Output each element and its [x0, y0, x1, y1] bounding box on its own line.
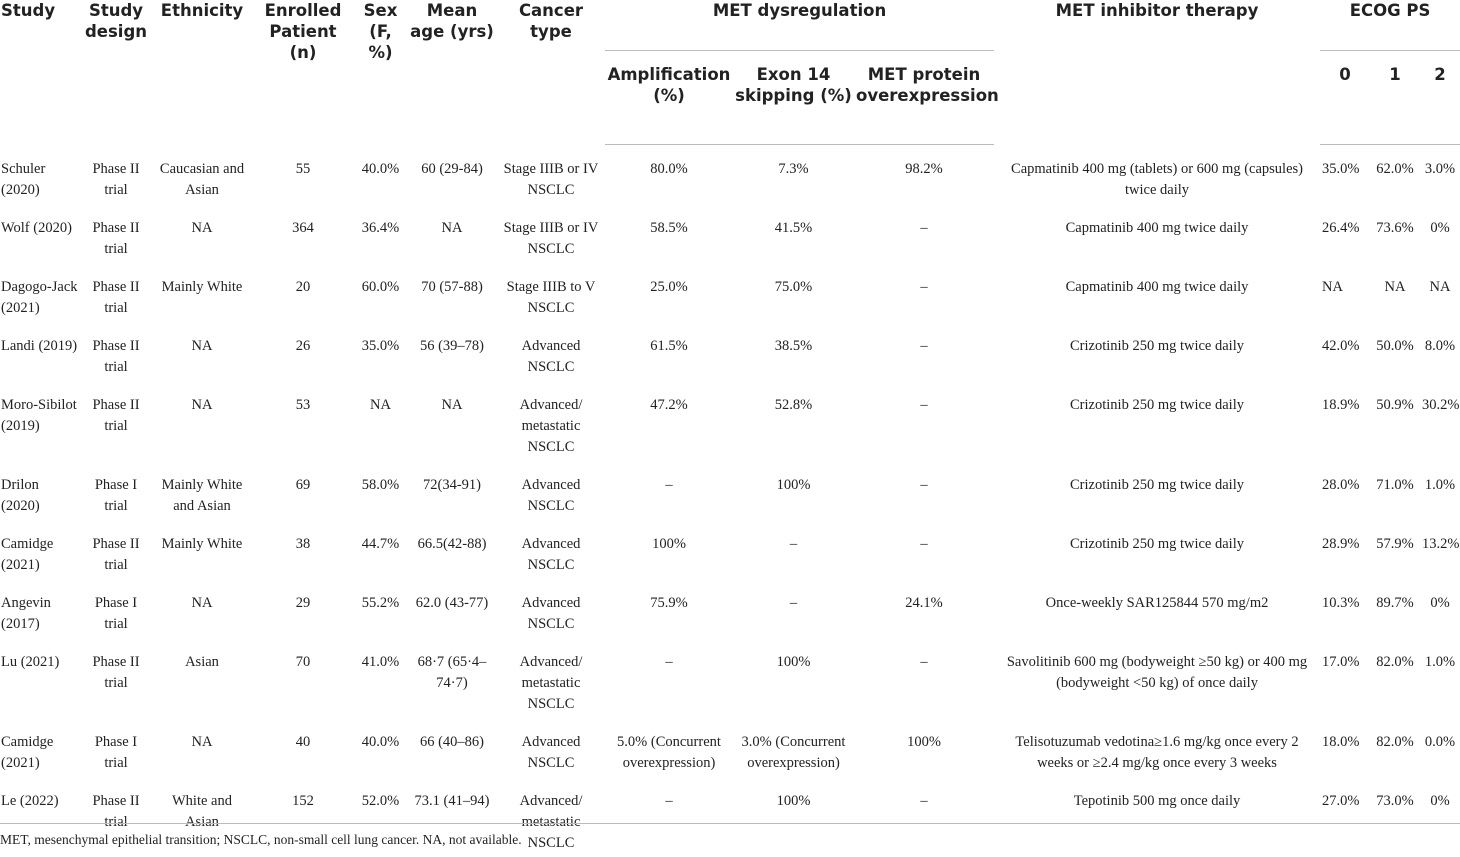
cell-enrolled: 38 — [295, 535, 311, 552]
cell-cancer-type: Stage IIIB or IV NSCLC — [503, 160, 599, 198]
header-ethnicity: Ethnicity — [160, 1, 244, 20]
cell-amplification: 75.9% — [650, 594, 688, 611]
cell-ethnicity: Mainly White — [161, 535, 243, 552]
cell-ecog-0: 17.0% — [1322, 653, 1360, 670]
cell-protein-overexpression: – — [920, 792, 928, 809]
cell-ecog-2: 30.2% — [1422, 396, 1460, 413]
header-enrolled: Enrolled Patient (n) — [264, 1, 342, 62]
table-row — [0, 579, 1460, 638]
cell-ecog-0: 10.3% — [1322, 594, 1360, 611]
cell-amplification: – — [665, 792, 673, 809]
cell-ethnicity: Mainly White — [161, 278, 243, 295]
cell-study-design: Phase II trial — [92, 219, 140, 257]
table-row — [0, 145, 1460, 204]
cell-ethnicity: White and Asian — [172, 792, 232, 830]
table-row — [0, 263, 1460, 322]
cell-mean-age: 66.5(42-88) — [417, 535, 487, 552]
cell-therapy: Capmatinib 400 mg twice daily — [1065, 219, 1249, 236]
cell-sex: 52.0% — [361, 792, 400, 809]
header-exon14-skipping: Exon 14 skipping (%) — [733, 51, 854, 145]
cell-ecog-0: 18.9% — [1322, 396, 1360, 413]
cell-cancer-type: Advanced/ metastatic NSCLC — [519, 653, 583, 712]
cell-ethnicity: Asian — [185, 653, 219, 670]
cell-therapy: Crizotinib 250 mg twice daily — [1070, 476, 1244, 493]
cell-ecog-0: 27.0% — [1322, 792, 1360, 809]
cell-study: Lu (2021) — [1, 653, 60, 670]
cell-study: Landi (2019) — [1, 337, 78, 354]
cell-ecog-1: 82.0% — [1376, 653, 1414, 670]
cell-enrolled: 70 — [295, 653, 311, 670]
cell-amplification: 80.0% — [650, 161, 688, 177]
cell-therapy: Crizotinib 250 mg twice daily — [1070, 396, 1244, 413]
cell-cancer-type: Advanced NSCLC — [521, 594, 581, 632]
cell-mean-age: NA — [441, 396, 463, 413]
cell-protein-overexpression: 98.2% — [905, 161, 943, 177]
cell-exon14: 38.5% — [774, 337, 813, 354]
cell-study-design: Phase II trial — [92, 653, 140, 691]
cell-ecog-2: 0% — [1430, 219, 1450, 236]
cell-ecog-0: NA — [1322, 278, 1343, 295]
cell-enrolled: 20 — [295, 278, 311, 295]
cell-enrolled: 55 — [295, 160, 311, 177]
cell-study-design: Phase I trial — [94, 476, 138, 514]
table-row — [0, 638, 1460, 718]
cell-enrolled: 69 — [295, 476, 311, 493]
cell-sex: 36.4% — [361, 219, 400, 236]
cell-ecog-2: 8.0% — [1424, 337, 1456, 354]
cell-sex: 60.0% — [361, 278, 400, 295]
cell-study-design: Phase II trial — [92, 535, 140, 573]
cell-protein-overexpression: 24.1% — [905, 594, 943, 611]
cell-ecog-2: 0.0% — [1424, 733, 1456, 750]
cell-protein-overexpression: – — [920, 535, 928, 552]
table-row — [0, 718, 1460, 777]
cell-enrolled: 53 — [295, 396, 311, 413]
cell-mean-age: 73.1 (41–94) — [414, 792, 490, 809]
cell-study-design: Phase II trial — [92, 792, 140, 830]
cell-ecog-2: 1.0% — [1424, 653, 1456, 670]
cell-protein-overexpression: – — [920, 278, 928, 295]
cell-therapy: Once-weekly SAR125844 570 mg/m2 — [1045, 594, 1269, 611]
table-row — [0, 461, 1460, 520]
cell-mean-age: 66 (40–86) — [419, 733, 485, 750]
cell-amplification: 58.5% — [650, 219, 688, 236]
cell-study-design: Phase II trial — [92, 278, 140, 316]
cell-therapy: Crizotinib 250 mg twice daily — [1070, 535, 1244, 552]
cell-ecog-2: 13.2% — [1422, 535, 1460, 552]
cell-exon14: 100% — [776, 476, 811, 493]
cell-protein-overexpression: – — [920, 396, 928, 413]
header-ecog-1: 1 — [1370, 51, 1420, 145]
cell-amplification: 100% — [652, 535, 686, 552]
cell-mean-age: 68·7 (65·4–74·7) — [417, 653, 487, 691]
cell-cancer-type: Advanced NSCLC — [521, 535, 581, 573]
cell-ecog-2: 1.0% — [1424, 476, 1456, 493]
cell-ecog-0: 42.0% — [1322, 337, 1360, 354]
cell-exon14: 100% — [776, 653, 811, 670]
cell-study: Wolf (2020) — [1, 219, 72, 236]
cell-ecog-2: 0% — [1430, 594, 1450, 611]
cell-sex: 44.7% — [361, 535, 400, 552]
cell-sex: 55.2% — [361, 594, 400, 611]
cell-ethnicity: NA — [191, 396, 213, 413]
cell-cancer-type: Advanced/ metastatic NSCLC — [519, 792, 583, 851]
table-body — [0, 145, 1460, 857]
cell-exon14: 100% — [776, 792, 811, 809]
cell-enrolled: 152 — [292, 792, 314, 809]
cell-ecog-1: 73.6% — [1376, 219, 1414, 236]
cell-exon14: 75.0% — [774, 278, 813, 295]
cell-sex: 41.0% — [361, 653, 400, 670]
cell-amplification: 47.2% — [650, 396, 688, 413]
cell-sex: 35.0% — [361, 337, 400, 354]
cell-ecog-0: 28.9% — [1322, 535, 1360, 552]
cell-ecog-1: 89.7% — [1376, 594, 1414, 611]
cell-ecog-1: 50.9% — [1376, 396, 1414, 413]
cell-study-design: Phase I trial — [94, 594, 138, 632]
cell-protein-overexpression: – — [920, 653, 928, 670]
cell-study: Camidge (2021) — [1, 733, 54, 771]
cell-ecog-0: 26.4% — [1322, 219, 1360, 236]
cell-study: Le (2022) — [1, 792, 59, 809]
header-ecog-ps: ECOG PS — [1320, 0, 1460, 51]
cell-study: Drilon (2020) — [1, 476, 40, 514]
cell-mean-age: NA — [441, 219, 463, 236]
cell-enrolled: 364 — [292, 219, 314, 236]
cell-ecog-0: 28.0% — [1322, 476, 1360, 493]
cell-therapy: Tepotinib 500 mg once daily — [1073, 792, 1241, 809]
cell-exon14: – — [789, 535, 798, 552]
cell-exon14: 7.3% — [778, 161, 809, 177]
header-ecog-2: 2 — [1420, 51, 1460, 145]
cell-exon14: – — [789, 594, 798, 611]
cell-therapy: Capmatinib 400 mg twice daily — [1065, 278, 1249, 295]
cell-ecog-2: 0% — [1430, 792, 1450, 809]
cell-ethnicity: NA — [191, 733, 213, 750]
table-row — [0, 520, 1460, 579]
cell-ecog-0: 35.0% — [1322, 161, 1360, 177]
cell-ethnicity: NA — [191, 594, 213, 611]
cell-study: Camidge (2021) — [1, 535, 54, 573]
cell-study-design: Phase II trial — [92, 160, 140, 198]
cell-amplification: 25.0% — [650, 278, 688, 295]
cell-ecog-2: 3.0% — [1424, 161, 1456, 177]
cell-ecog-0: 18.0% — [1322, 733, 1360, 750]
cell-ecog-1: 71.0% — [1376, 476, 1414, 493]
cell-enrolled: 26 — [295, 337, 311, 354]
cell-exon14: 3.0% (Concurrent overexpression) — [741, 733, 846, 771]
cell-protein-overexpression: – — [920, 337, 928, 354]
cell-therapy: Telisotuzumab vedotina≥1.6 mg/kg once every 2 weeks or ≥2.4 mg/kg once every 3 weeks — [1015, 733, 1299, 771]
table-row — [0, 381, 1460, 461]
cell-mean-age: 70 (57-88) — [421, 278, 483, 295]
table-row — [0, 322, 1460, 381]
cell-mean-age: 72(34-91) — [423, 476, 481, 493]
cell-protein-overexpression: – — [920, 476, 928, 493]
cell-enrolled: 29 — [295, 594, 311, 611]
cell-therapy: Crizotinib 250 mg twice daily — [1070, 337, 1244, 354]
cell-ecog-1: 62.0% — [1376, 161, 1414, 177]
cell-protein-overexpression: – — [920, 219, 928, 236]
cell-study-design: Phase II trial — [92, 337, 140, 375]
table-footnote: MET, mesenchymal epithelial transition; NSCLC, non-small cell lung cancer. NA, not available. — [0, 823, 1460, 848]
cell-ethnicity: NA — [191, 219, 213, 236]
cell-cancer-type: Stage IIIB to V NSCLC — [506, 278, 596, 316]
cell-therapy: Savolitinib 600 mg (bodyweight ≥50 kg) or 400 mg (bodyweight <50 kg) of once daily — [1006, 653, 1308, 691]
cell-ethnicity: Mainly White and Asian — [161, 476, 243, 514]
cell-study: Dagogo-Jack (2021) — [1, 278, 78, 316]
cell-mean-age: 60 (29-84) — [421, 160, 483, 177]
cell-mean-age: 62.0 (43-77) — [415, 594, 489, 611]
header-sex: Sex (F, %) — [363, 1, 398, 62]
cell-ecog-1: NA — [1384, 278, 1406, 295]
cell-study-design: Phase I trial — [94, 733, 138, 771]
cell-protein-overexpression: 100% — [907, 733, 941, 750]
cell-ecog-2: NA — [1429, 278, 1451, 295]
table-header — [0, 0, 1460, 145]
cell-sex: 58.0% — [361, 476, 400, 493]
header-met-inhibitor-therapy: MET inhibitor therapy — [1055, 1, 1259, 20]
cell-mean-age: 56 (39–78) — [419, 337, 485, 354]
cell-ethnicity: NA — [191, 337, 213, 354]
cell-amplification: 5.0% (Concurrent overexpression) — [617, 733, 721, 771]
cell-ecog-1: 73.0% — [1376, 792, 1414, 809]
cell-amplification: – — [665, 476, 673, 493]
cell-study: Moro-Sibilot (2019) — [1, 396, 77, 434]
cell-amplification: – — [665, 653, 673, 670]
cell-sex: 40.0% — [361, 160, 400, 177]
table-row — [0, 204, 1460, 263]
cell-therapy: Capmatinib 400 mg (tablets) or 600 mg (capsules) twice daily — [1011, 160, 1303, 198]
cell-cancer-type: Advanced/ metastatic NSCLC — [519, 396, 583, 455]
cell-cancer-type: Stage IIIB or IV NSCLC — [503, 219, 599, 257]
cell-exon14: 41.5% — [774, 219, 813, 236]
cell-exon14: 52.8% — [774, 396, 813, 413]
header-ecog-0: 0 — [1320, 51, 1370, 145]
cell-sex: NA — [370, 396, 391, 413]
header-amplification: Amplification (%) — [605, 51, 733, 145]
cell-cancer-type: Advanced NSCLC — [521, 733, 581, 771]
cell-cancer-type: Advanced NSCLC — [521, 337, 581, 375]
cell-ecog-1: 82.0% — [1376, 733, 1414, 750]
header-study-design: Study design — [84, 1, 148, 41]
header-study: Study — [1, 1, 56, 20]
cell-amplification: 61.5% — [650, 337, 688, 354]
cell-enrolled: 40 — [295, 733, 311, 750]
cell-ecog-1: 57.9% — [1376, 535, 1414, 552]
cell-ecog-1: 50.0% — [1376, 337, 1414, 354]
cell-ethnicity: Caucasian and Asian — [159, 160, 245, 198]
cell-sex: 40.0% — [361, 733, 400, 750]
cell-cancer-type: Advanced NSCLC — [521, 476, 581, 514]
header-met-protein-overexpression: MET protein overexpression — [854, 51, 994, 145]
cell-study: Angevin (2017) — [1, 594, 51, 632]
header-cancer-type: Cancer type — [518, 1, 584, 41]
header-met-dysregulation: MET dysregulation — [605, 0, 994, 51]
header-mean-age: Mean age (yrs) — [410, 1, 494, 41]
cell-study-design: Phase II trial — [92, 396, 140, 434]
cell-study: Schuler (2020) — [1, 160, 46, 198]
